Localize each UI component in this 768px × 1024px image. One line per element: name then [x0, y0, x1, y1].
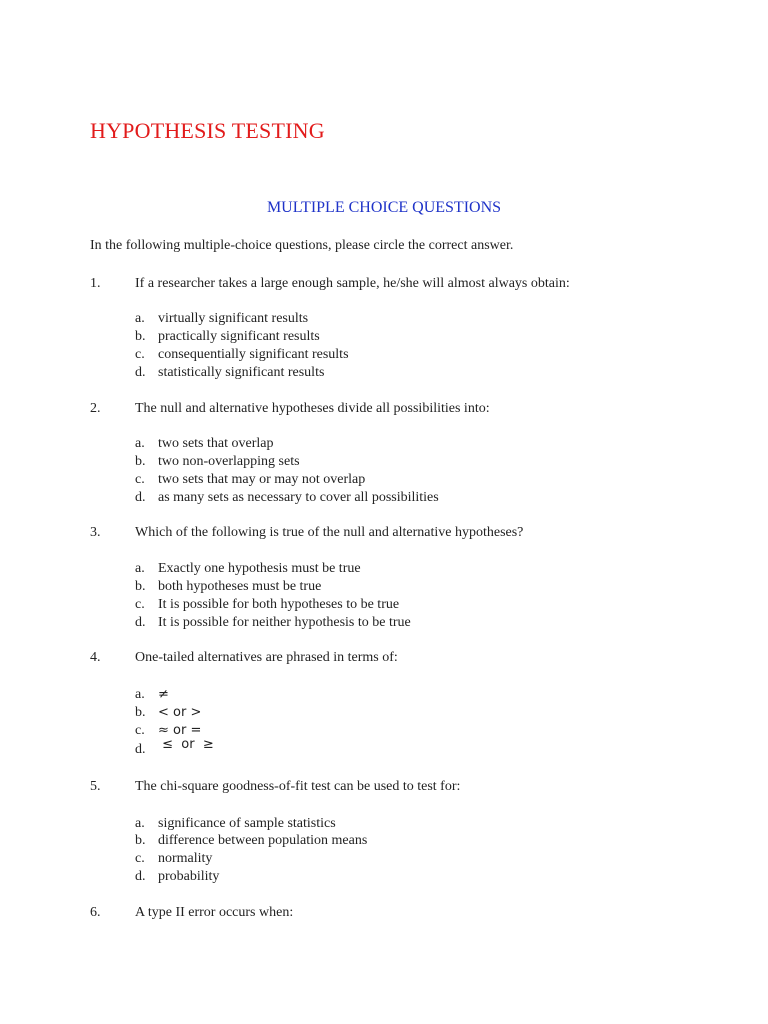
- option-text: Exactly one hypothesis must be true: [158, 561, 361, 576]
- option-letter: a.: [135, 436, 145, 451]
- option-text: probability: [158, 869, 220, 884]
- question-6-number: 6.: [90, 905, 101, 920]
- question-4-option-b: [135, 704, 201, 722]
- question-2-option-d: [135, 489, 439, 507]
- question-5-number: 5.: [90, 779, 101, 794]
- question-2-option-c: [135, 471, 365, 489]
- option-symbol: ≈ or =: [158, 723, 202, 738]
- question-5-option-d: [135, 868, 219, 886]
- option-letter: c.: [135, 723, 145, 738]
- question-1-number: 1.: [90, 276, 101, 291]
- option-letter: d.: [135, 615, 146, 630]
- option-letter: b.: [135, 454, 146, 469]
- question-3-number: 3.: [90, 525, 101, 540]
- question-3-option-a: [135, 560, 361, 578]
- option-letter: a.: [135, 816, 145, 831]
- question-5-text: The chi-square goodness-of-fit test can be used to test for:: [135, 779, 461, 794]
- option-letter: d.: [135, 742, 146, 757]
- option-symbol: < or >: [158, 705, 202, 720]
- option-letter: a.: [135, 311, 145, 326]
- option-text: normality: [158, 851, 213, 866]
- question-1-option-d: [135, 364, 324, 382]
- option-letter: b.: [135, 329, 146, 344]
- option-letter: c.: [135, 347, 145, 362]
- question-3-option-c: [135, 596, 399, 614]
- question-1-option-a: [135, 310, 308, 328]
- question-4-number: 4.: [90, 650, 101, 665]
- document-title: HYPOTHESIS TESTING: [90, 118, 325, 143]
- option-symbol: ≤ or ≥: [158, 737, 214, 752]
- option-text: as many sets as necessary to cover all possibilities: [158, 490, 439, 505]
- question-2-number: 2.: [90, 401, 101, 416]
- question-1-option-c: [135, 346, 349, 364]
- question-4-option-a: [135, 686, 169, 704]
- option-letter: b.: [135, 579, 146, 594]
- question-5-option-a: [135, 815, 336, 833]
- option-letter: d.: [135, 869, 146, 884]
- option-letter: b.: [135, 833, 146, 848]
- instructions-text: In the following multiple-choice questions, please circle the correct answer.: [90, 238, 514, 253]
- question-3-option-d: [135, 614, 411, 632]
- option-text: two sets that may or may not overlap: [158, 472, 366, 487]
- option-text: virtually significant results: [158, 311, 309, 326]
- option-text: significance of sample statistics: [158, 816, 336, 831]
- option-letter: c.: [135, 851, 145, 866]
- option-text: consequentially significant results: [158, 347, 349, 362]
- question-2-option-b: [135, 453, 300, 471]
- option-text: two sets that overlap: [158, 436, 274, 451]
- option-letter: c.: [135, 472, 145, 487]
- option-letter: b.: [135, 705, 146, 720]
- option-text: It is possible for neither hypothesis to be true: [158, 615, 411, 630]
- question-4-text: One-tailed alternatives are phrased in terms of:: [135, 650, 398, 665]
- option-letter: d.: [135, 365, 146, 380]
- option-text: two non-overlapping sets: [158, 454, 300, 469]
- option-letter: a.: [135, 561, 145, 576]
- question-3-text: Which of the following is true of the null and alternative hypotheses?: [135, 525, 524, 540]
- question-4-option-d: [135, 737, 214, 759]
- option-text: practically significant results: [158, 329, 320, 344]
- option-text: statistically significant results: [158, 365, 325, 380]
- question-5-option-b: [135, 832, 367, 850]
- option-letter: c.: [135, 597, 145, 612]
- question-1-option-b: [135, 328, 320, 346]
- question-3-option-b: [135, 578, 321, 596]
- question-5-option-c: [135, 850, 212, 868]
- question-2-option-a: [135, 435, 273, 453]
- option-letter: d.: [135, 490, 146, 505]
- question-1-text: If a researcher takes a large enough sample, he/she will almost always obtain:: [135, 276, 570, 291]
- question-2-text: The null and alternative hypotheses divide all possibilities into:: [135, 401, 490, 416]
- option-letter: a.: [135, 687, 145, 702]
- question-6-text: A type II error occurs when:: [135, 905, 294, 920]
- option-symbol: ≠: [158, 687, 169, 702]
- option-text: both hypotheses must be true: [158, 579, 322, 594]
- option-text: difference between population means: [158, 833, 368, 848]
- section-subtitle: MULTIPLE CHOICE QUESTIONS: [266, 199, 502, 216]
- option-text: It is possible for both hypotheses to be true: [158, 597, 400, 612]
